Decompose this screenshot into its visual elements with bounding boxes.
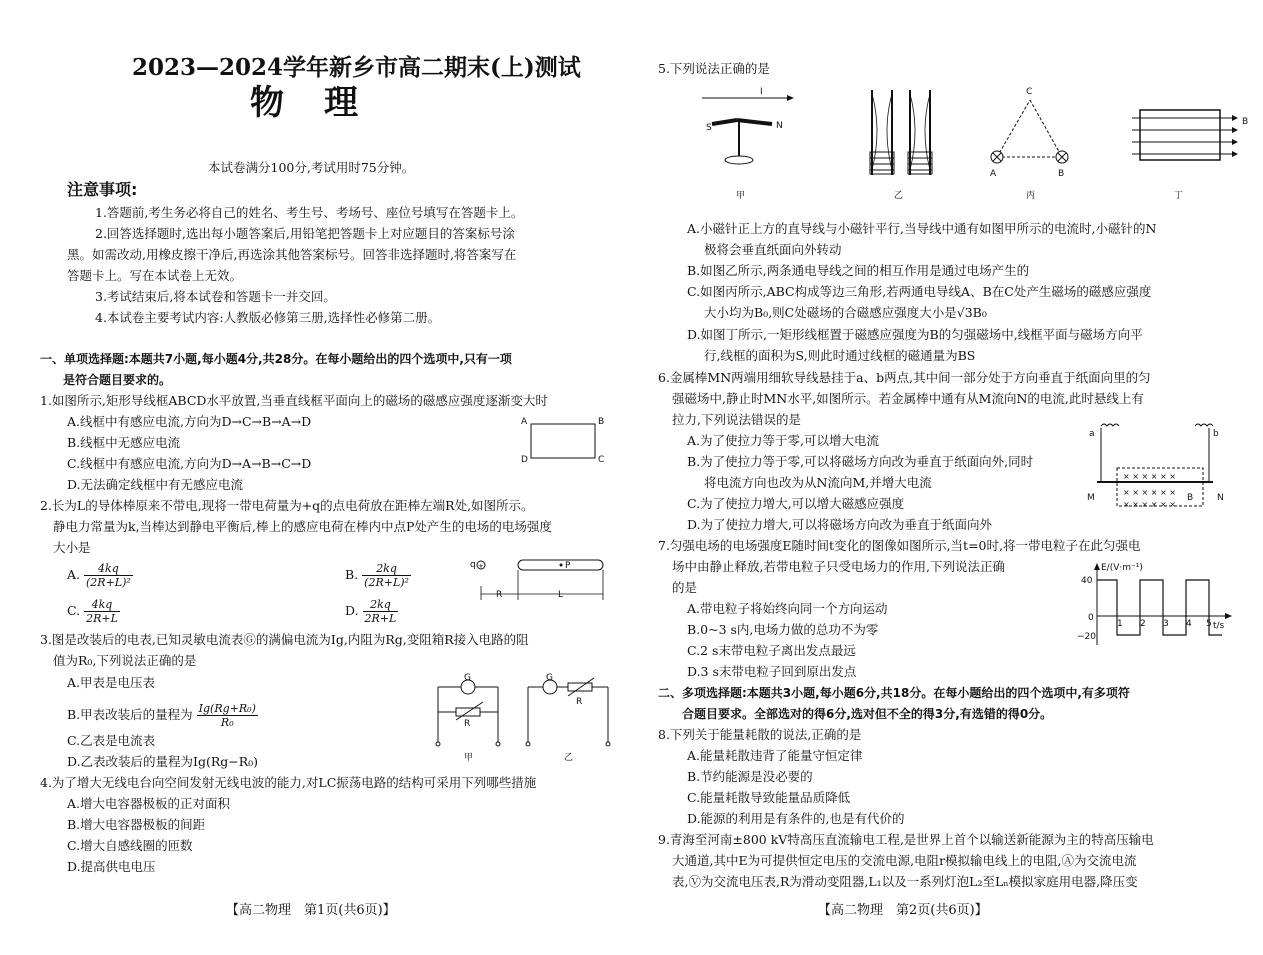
- fig-label-s: S: [706, 123, 712, 133]
- fraction: [363, 598, 399, 625]
- svg-text:+: +: [478, 562, 484, 570]
- q6-option-a: A.为了使拉力等于零,可以增大电流: [687, 433, 879, 448]
- q5-option-d-cont: 行,线框的面积为S,则此时通过线框的磁通量为BS: [704, 348, 976, 363]
- figure-yi: [870, 90, 932, 201]
- numerator: 2kq: [362, 562, 411, 576]
- fig-tick-m20: −20: [1077, 632, 1096, 642]
- q2-option-a: [67, 562, 133, 589]
- fig-label-n: N: [776, 121, 783, 131]
- q7-stem-cont: 的是: [672, 580, 698, 595]
- q3-stem: 3.图是改装后的电表,已知灵敏电流表Ⓖ的满偏电流为Ig,内阻为Rg,变阻箱R接入电路的阻: [40, 632, 529, 647]
- numerator: Ig(Rg+R₀): [198, 702, 256, 715]
- fig-ylabel: E/(V·m⁻¹): [1101, 563, 1143, 573]
- fig-label-a: a: [1089, 429, 1095, 439]
- intro-line: 本试卷满分100分,考试用时75分钟。: [208, 160, 415, 175]
- q8-stem: 8.下列关于能量耗散的说法,正确的是: [658, 727, 862, 742]
- q7-option-c: C.2 s末带电粒子离出发点最远: [687, 643, 856, 658]
- q9-stem-cont: 表,Ⓥ为交流电压表,R为滑动变阻器,L₁以及一系列灯泡L₂至Lₙ模拟家庭用电器,降压变: [672, 874, 1138, 889]
- note-line: 3.考试结束后,将本试卷和答题卡一并交回。: [95, 289, 336, 304]
- option-label: C.: [67, 603, 81, 618]
- page-footer: 【高二物理 第1页(共6页)】: [226, 903, 396, 918]
- q3-meter-figure: [428, 672, 618, 764]
- q2-option-d: [345, 598, 398, 625]
- q6-stem-cont: 强磁场中,静止时MN水平,如图所示。若金属棒中通有从M流向N的电流,此时悬线上有: [672, 391, 1144, 406]
- q6-option-d: D.为了使拉力增大,可以将磁场方向改为垂直于纸面向外: [687, 517, 993, 532]
- q3-option-d: D.乙表改装后的量程为Ig(Rg−R₀): [67, 754, 259, 769]
- q7-option-b: B.0~3 s内,电场力做的总功不为零: [687, 622, 879, 637]
- section1-heading: 一、单项选择题:本题共7小题,每小题4分,共28分。在每小题给出的四个选项中,只有一项: [40, 352, 512, 366]
- figure-ding: [1132, 110, 1248, 201]
- q6-option-b-cont: 将电流方向也改为从N流向M,并增大电流: [704, 475, 932, 490]
- denominator: (2R+L)²: [364, 576, 409, 589]
- fig-label-c: C: [598, 455, 605, 465]
- q5-option-c: C.如图丙所示,ABC构成等边三角形,若两通电导线A、B在C处产生磁场的磁感应强度: [687, 284, 1152, 299]
- q4-option-d: D.提高供电电压: [67, 859, 156, 874]
- q7-option-a: A.带电粒子将始终向同一个方向运动: [687, 601, 888, 616]
- figure-jia: [702, 87, 794, 201]
- fig-label-yi: 乙: [564, 753, 574, 763]
- page-footer: 【高二物理 第2页(共6页)】: [818, 903, 988, 918]
- q9-stem: 9.青海至河南±800 kV特高压直流输电工程,是世界上首个以输送新能源为主的特高压输电: [658, 832, 1154, 847]
- q3-option-a: A.甲表是电压表: [67, 675, 156, 690]
- fig-tick-40: 40: [1081, 576, 1093, 586]
- figure-bing: [990, 87, 1068, 201]
- fig-label-g: G: [464, 673, 471, 683]
- q7-option-d: D.3 s末带电粒子回到原出发点: [687, 664, 857, 679]
- q2-stem-cont: 静电力常量为k,当棒达到静电平衡后,棒上的感应电荷在棒内中点P处产生的电场的电场强度: [53, 519, 552, 534]
- q3-option-c: C.乙表是电流表: [67, 733, 156, 748]
- q1-option-d: D.无法确定线框中有无感应电流: [67, 477, 244, 492]
- notes-heading: 注意事项:: [67, 180, 138, 199]
- q2-option-c: [67, 598, 120, 625]
- q8-option-c: C.能量耗散导致能量品质降低: [687, 790, 851, 805]
- denominator: 2R+L: [364, 612, 397, 625]
- fig-label-b: B: [1058, 169, 1065, 179]
- option-label: D.: [345, 603, 359, 618]
- fig-tick-3: 3: [1163, 619, 1169, 629]
- numerator: 4kq: [84, 598, 120, 612]
- q1-option-a: A.线框中有感应电流,方向为D→C→B→A→D: [67, 414, 312, 429]
- fig-label-b: B: [598, 417, 605, 427]
- q2-option-b: [345, 562, 411, 589]
- q2-rod-figure: [468, 556, 608, 606]
- svg-text:× × × × × ×: × × × × × ×: [1123, 488, 1176, 497]
- q5-option-d: D.如图丁所示,一矩形线框置于磁感应强度为B的匀强磁场中,线框平面与磁场方向平: [687, 327, 1143, 342]
- numerator: 2kq: [363, 598, 399, 612]
- fig-label-r: R: [576, 697, 583, 707]
- note-line: 4.本试卷主要考试内容:人教版必修第三册,选择性必修第二册。: [95, 310, 441, 325]
- fig-label-yi: 乙: [894, 191, 904, 201]
- fig-xlabel: t/s: [1213, 621, 1225, 631]
- denominator: R₀: [220, 716, 234, 729]
- q1-option-c: C.线框中有感应电流,方向为D→A→B→C→D: [67, 456, 312, 471]
- note-line: 答题卡上。写在本试卷上无效。: [67, 268, 243, 283]
- q4-stem: 4.为了增大无线电台向空间发射无线电波的能力,对LC振荡电路的结构可采用下列哪些措施: [40, 775, 537, 790]
- right-page: [632, 0, 1263, 955]
- q3-option-b: [67, 702, 258, 729]
- q4-option-a: A.增大电容器极板的正对面积: [67, 796, 231, 811]
- left-page: [0, 0, 631, 955]
- fig-label-c: C: [1026, 87, 1033, 97]
- fig-tick-2: 2: [1140, 619, 1146, 629]
- section2-heading-cont: 合题目要求。全部选对的得6分,选对但不全的得3分,有选错的得0分。: [682, 707, 1053, 721]
- q5-option-a: A.小磁针正上方的直导线与小磁针平行,当导线中通有如图甲所示的电流时,小磁针的N: [687, 221, 1157, 236]
- fraction: [84, 598, 120, 625]
- q7-stem-cont: 场中由静止释放,若带电粒子只受电场力的作用,下列说法正确: [672, 559, 1005, 574]
- fig-label-i: I: [760, 87, 763, 97]
- fig-label-d: D: [521, 455, 528, 465]
- q2-stem-cont: 大小是: [53, 540, 91, 555]
- q1-stem: 1.如图所示,矩形导线框ABCD水平放置,当垂直线框平面向上的磁场的磁感应强度逐渐变大时: [40, 393, 548, 408]
- denominator: 2R+L: [86, 612, 118, 625]
- q2-stem: 2.长为L的导体棒原来不带电,现将一带电荷量为+q的点电荷放在距棒左端R处,如图所示。: [40, 498, 534, 513]
- q4-option-b: B.增大电容器极板的间距: [67, 817, 206, 832]
- q5-option-b: B.如图乙所示,两条通电导线之间的相互作用是通过电场产生的: [687, 263, 1030, 278]
- denominator: (2R+L)²: [86, 576, 131, 589]
- fig-label-q: q: [470, 560, 476, 570]
- fig-tick-4: 4: [1186, 619, 1192, 629]
- option-text: B.甲表改装后的量程为: [67, 707, 193, 722]
- q8-option-b: B.节约能源是没必要的: [687, 769, 813, 784]
- fraction: [362, 562, 411, 589]
- q9-stem-cont: 大通道,其中E为可提供恒定电压的交流电源,电阻r模拟输电线上的电阻,Ⓐ为交流电流: [672, 853, 1137, 868]
- fig-label-bing: 丙: [1026, 191, 1036, 201]
- note-line: 黑。如需改动,用橡皮擦干净后,再选涂其他答案标号。回答非选择题时,将答案写在: [67, 247, 517, 262]
- svg-text:× × × × × ×: × × × × × ×: [1123, 500, 1176, 509]
- q3-stem-cont: 值为R₀,下列说法正确的是: [53, 653, 197, 668]
- q6-option-b: B.为了使拉力等于零,可以将磁场方向改为垂直于纸面向外,同时: [687, 454, 1034, 469]
- q5-figures: [692, 80, 1252, 205]
- note-line: 2.回答选择题时,选出每小题答案后,用铅笔把答题卡上对应题目的答案标号涂: [95, 226, 515, 241]
- fig-label-b: B: [1242, 117, 1249, 127]
- q5-stem: 5.下列说法正确的是: [658, 61, 770, 76]
- fig-tick-5: 5: [1206, 619, 1212, 629]
- fraction: [197, 702, 258, 729]
- fig-label-n: N: [1217, 493, 1224, 503]
- q4-option-c: C.增大自感线圈的匝数: [67, 838, 193, 853]
- q8-option-a: A.能量耗散违背了能量守恒定律: [687, 748, 863, 763]
- section1-heading-cont: 是符合题目要求的。: [63, 373, 172, 387]
- q6-rod-figure: [1087, 420, 1227, 515]
- option-label: B.: [345, 567, 359, 582]
- fig-label-a: A: [990, 169, 997, 179]
- fig-label-jia: 甲: [464, 753, 474, 763]
- q6-stem-cont: 拉力,下列说法错误的是: [672, 412, 801, 427]
- fig-label-r: R: [496, 590, 503, 600]
- q7-stem: 7.匀强电场的电场强度E随时间t变化的图像如图所示,当t=0时,将一带电粒子在此匀强电: [658, 538, 1141, 553]
- exam-title: 2023—2024学年新乡市高二期末(上)测试: [132, 54, 581, 81]
- q5-option-c-cont: 大小均为B₀,则C处磁场的合磁感应强度大小是√3B₀: [704, 305, 987, 320]
- q6-stem: 6.金属棒MN两端用细软导线悬挂于a、b两点,其中间一部分处于方向垂直于纸面向里的匀: [658, 370, 1151, 385]
- note-line: 1.答题前,考生务必将自己的姓名、考生号、考场号、座位号填写在答题卡上。: [95, 205, 524, 220]
- fig-label-jia: 甲: [736, 191, 746, 201]
- fig-label-r: R: [464, 719, 471, 729]
- fraction: [84, 562, 133, 589]
- numerator: 4kq: [84, 562, 133, 576]
- fig-label-g: G: [546, 673, 553, 683]
- q1-frame-figure: [515, 410, 610, 470]
- fig-label-m: M: [1087, 493, 1095, 503]
- q8-option-d: D.能源的利用是有条件的,也是有代价的: [687, 811, 905, 826]
- fig-label-p: P: [565, 561, 571, 571]
- q7-field-graph: [1077, 560, 1237, 650]
- section2-heading: 二、多项选择题:本题共3小题,每小题6分,共18分。在每小题给出的四个选项中,有多项符: [658, 686, 1130, 700]
- fig-tick-0: 0: [1088, 613, 1094, 623]
- q6-option-c: C.为了使拉力增大,可以增大磁感应强度: [687, 496, 905, 511]
- q5-option-a-cont: 极将会垂直纸面向外转动: [704, 242, 842, 257]
- q1-option-b: B.线框中无感应电流: [67, 435, 181, 450]
- fig-tick-1: 1: [1117, 619, 1123, 629]
- fig-label-b: b: [1213, 429, 1219, 439]
- fig-label-l: L: [558, 590, 564, 600]
- fig-label-ding: 丁: [1174, 191, 1184, 201]
- option-label: A.: [67, 567, 81, 582]
- fig-label-b-field: B: [1187, 493, 1194, 503]
- fig-label-a: A: [521, 417, 528, 427]
- svg-text:× × × × × ×: × × × × × ×: [1123, 472, 1176, 481]
- subject-title: 物理: [250, 83, 398, 123]
